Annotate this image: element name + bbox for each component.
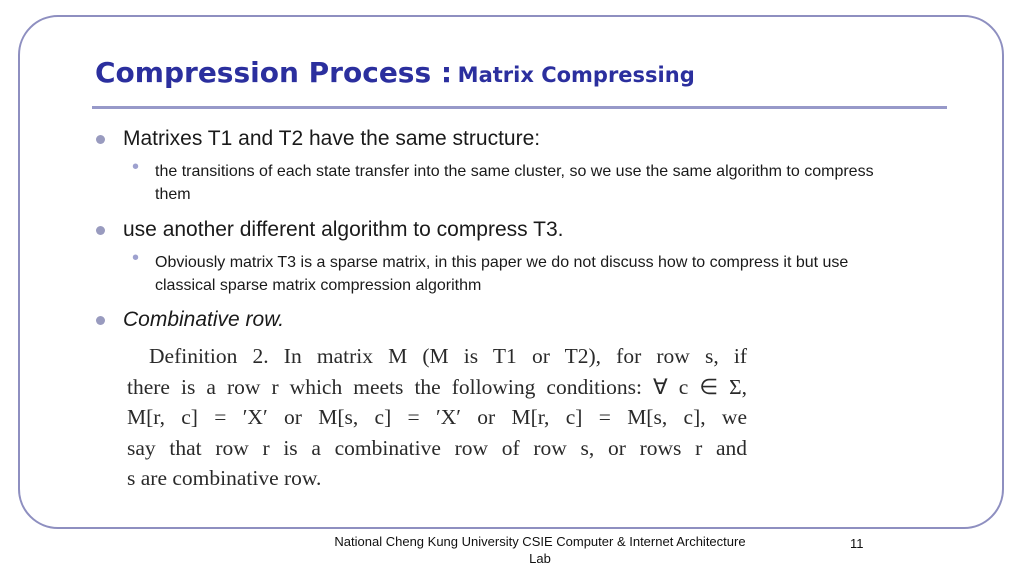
- definition-line: M[r, c] = ′X′ or M[s, c] = ′X′ or M[r, c] = M[s, c], we: [127, 405, 747, 429]
- sub-bullet-dot-icon: •: [132, 156, 140, 178]
- definition-line: Definition 2. In matrix M (M is T1 or T2), for row s, if: [149, 344, 747, 368]
- title-main: Compression Process :: [95, 56, 453, 89]
- definition-line: s are combinative row.: [127, 466, 322, 490]
- sub-bullet-dot-icon: •: [132, 247, 140, 269]
- bullet-3-text: Combinative row.: [123, 308, 285, 331]
- sub-bullet-1-text: the transitions of each state transfer into the same cluster, so we use the same algorithm to compress them: [155, 163, 874, 203]
- title-sub: Matrix Compressing: [457, 63, 695, 87]
- definition-line: say that row r is a combinative row of row s, or rows r and: [127, 435, 747, 460]
- definition-line: there is a row r which meets the following conditions: ∀ c ∈ Σ,: [127, 374, 747, 399]
- bullet-dot-icon: [96, 316, 105, 325]
- bullet-1-text: Matrixes T1 and T2 have the same structure:: [123, 127, 541, 150]
- sub-bullet-2-text: Obviously matrix T3 is a sparse matrix, in this paper we do not discuss how to compress it but use classical sparse matrix compression algorithm: [155, 254, 849, 294]
- bullet-dot-icon: [96, 135, 105, 144]
- bullet-2-text: use another different algorithm to compress T3.: [123, 218, 564, 241]
- bullet-dot-icon: [96, 226, 105, 235]
- title-underline: [92, 106, 947, 109]
- definition-block: [127, 341, 747, 494]
- footer-text: National Cheng Kung University CSIE Computer & Internet Architecture Lab: [334, 534, 746, 566]
- slide-title: [95, 56, 695, 89]
- page-number: 11: [850, 536, 864, 551]
